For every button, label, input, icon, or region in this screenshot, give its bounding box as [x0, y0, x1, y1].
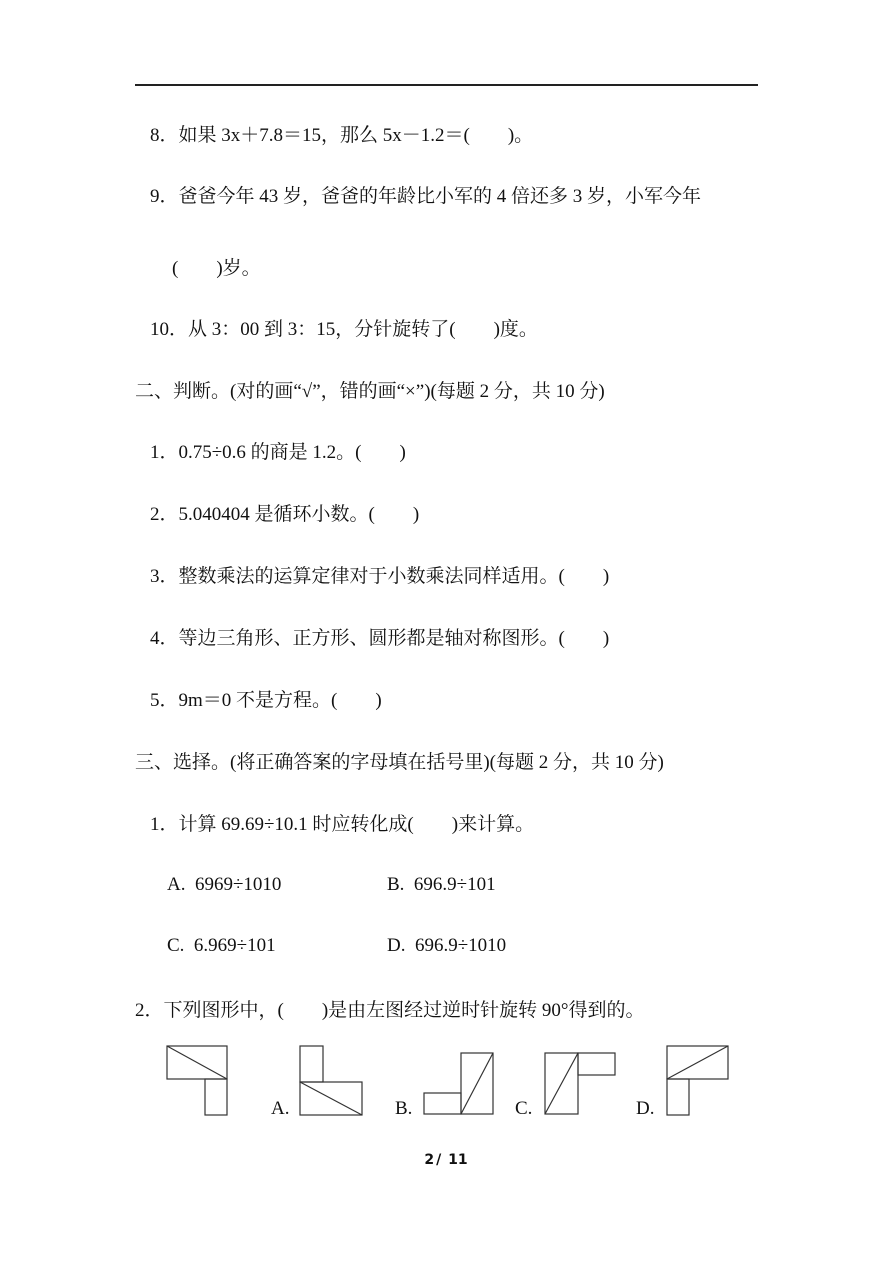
judge-item-1: 1．0.75÷0.6 的商是 1.2。( )	[150, 442, 406, 463]
choice-q1-option-d: D. 696.9÷1010	[387, 935, 507, 956]
judge-item-5: 5．9m＝0 不是方程。( )	[150, 690, 382, 711]
judge-item-3: 3．整数乘法的运算定律对于小数乘法同样适用。( )	[150, 566, 610, 587]
choice-q2-stem: 2．下列图形中，( )是由左图经过逆时针旋转 90°得到的。	[135, 1000, 645, 1021]
page-total: 11	[448, 1152, 468, 1168]
page-number: 2	[424, 1152, 435, 1168]
option-a-figure	[299, 1045, 365, 1117]
option-d-label: D.	[636, 1098, 655, 1119]
original-figure	[166, 1045, 230, 1117]
choice-q1-option-b: B. 696.9÷101	[387, 874, 496, 895]
header-rule	[135, 84, 758, 86]
choice-heading: 三、选择。(将正确答案的字母填在括号里)(每题 2 分，共 10 分)	[135, 752, 664, 773]
judge-heading: 二、判断。(对的画“√”，错的画“×”)(每题 2 分，共 10 分)	[135, 381, 605, 402]
page-separator: /	[436, 1152, 442, 1168]
choice-q1-option-c: C. 6.969÷101	[167, 935, 276, 956]
question-9-line1: 9．爸爸今年 43 岁，爸爸的年龄比小军的 4 倍还多 3 岁，小军今年	[150, 186, 702, 207]
question-8: 8．如果 3x＋7.8＝15，那么 5x－1.2＝( )。	[150, 125, 534, 146]
judge-item-4: 4．等边三角形、正方形、圆形都是轴对称图形。( )	[150, 628, 610, 649]
choice-q1-option-a: A. 6969÷1010	[167, 874, 282, 895]
option-c-figure	[544, 1052, 618, 1116]
option-b-figure	[423, 1052, 495, 1116]
judge-item-2: 2．5.040404 是循环小数。( )	[150, 504, 420, 525]
question-9-line2: ( )岁。	[172, 258, 261, 279]
option-d-figure	[666, 1045, 730, 1117]
option-c-label: C.	[515, 1098, 533, 1119]
question-10: 10．从 3：00 到 3：15，分针旋转了( )度。	[150, 319, 538, 340]
choice-q1-stem: 1．计算 69.69÷10.1 时应转化成( )来计算。	[150, 814, 535, 835]
page-footer	[0, 1152, 892, 1168]
option-a-label: A.	[271, 1098, 290, 1119]
option-b-label: B.	[395, 1098, 413, 1119]
